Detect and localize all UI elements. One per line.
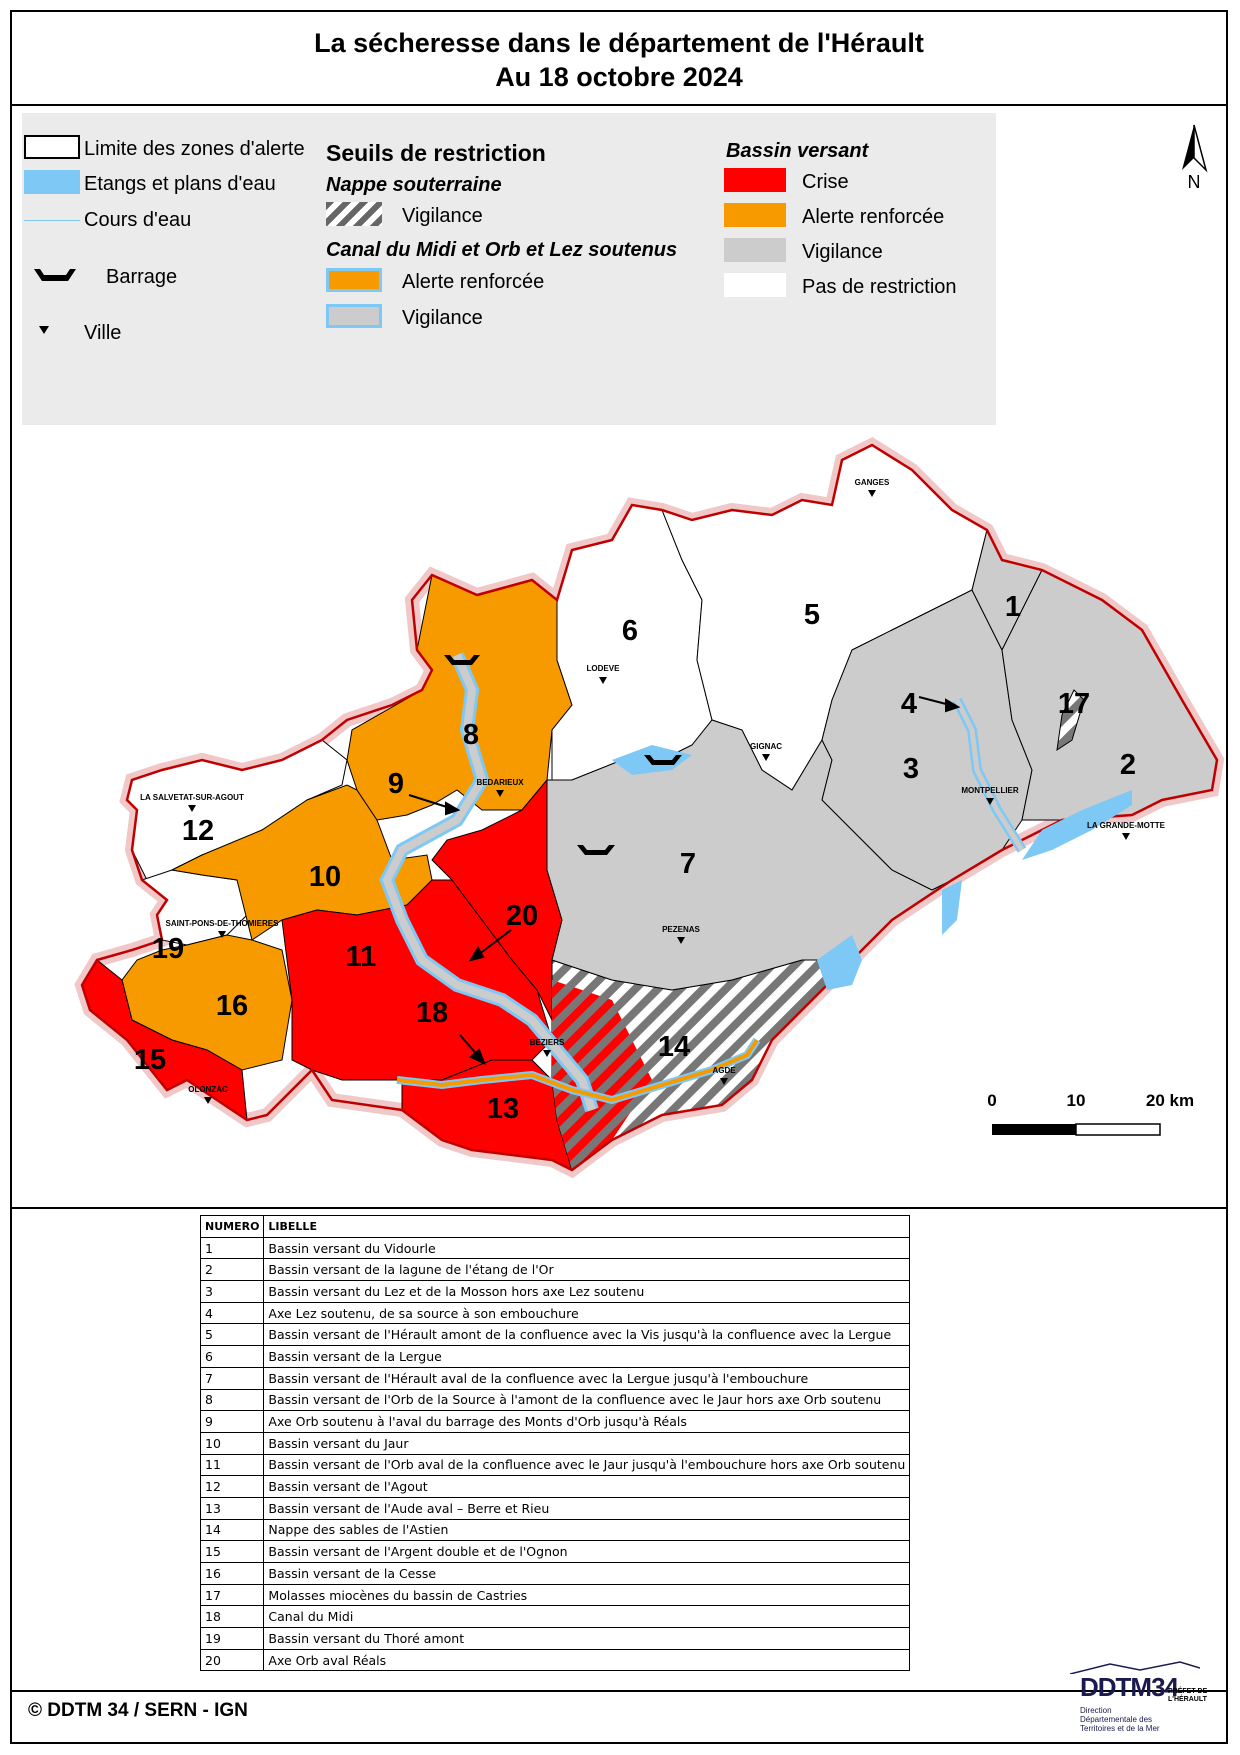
table-cell-numero: 5 bbox=[201, 1324, 264, 1346]
logo-subtitle: Direction Départementale des Territoires et de la Mer bbox=[1080, 1706, 1160, 1733]
table-row bbox=[201, 1584, 910, 1606]
table-cell-libelle: Nappe des sables de l'Astien bbox=[264, 1519, 910, 1541]
scale-tick-0: 0 bbox=[987, 1091, 997, 1110]
scale-tick-10: 10 bbox=[1066, 1091, 1086, 1110]
table-cell-numero: 3 bbox=[201, 1281, 264, 1303]
legend-water-body: Etangs et plans d'eau bbox=[84, 173, 276, 195]
table-cell-numero: 18 bbox=[201, 1606, 264, 1628]
table-cell-libelle: Bassin versant de l'Orb de la Source à l'amont de la confluence avec le Jaur hors axe Orb soutenu bbox=[264, 1389, 910, 1411]
table-cell-numero: 20 bbox=[201, 1649, 264, 1671]
zone-label-13: 13 bbox=[486, 1093, 520, 1125]
table-cell-numero: 14 bbox=[201, 1519, 264, 1541]
table-cell-numero: 9 bbox=[201, 1411, 264, 1433]
table-cell-libelle: Bassin versant de la Cesse bbox=[264, 1563, 910, 1585]
zone-8 bbox=[347, 575, 572, 820]
table-row bbox=[201, 1281, 910, 1303]
table-cell-libelle: Molasses miocènes du bassin de Castries bbox=[264, 1584, 910, 1606]
ddtm-logo bbox=[1070, 1660, 1208, 1740]
table-cell-libelle: Bassin versant du Lez et de la Mosson hors axe Lez soutenu bbox=[264, 1281, 910, 1303]
table-cell-libelle: Bassin versant de l'Argent double et de l'Ognon bbox=[264, 1541, 910, 1563]
zone-label-3: 3 bbox=[902, 753, 920, 785]
table-cell-numero: 11 bbox=[201, 1454, 264, 1476]
table-cell-libelle: Bassin versant de l'Orb aval de la confluence avec le Jaur jusqu'à l'embouchure hors axe Orb soutenu bbox=[264, 1454, 910, 1476]
legend-basin-title: Bassin versant bbox=[726, 140, 869, 162]
logo-name: DDTM34 bbox=[1080, 1672, 1179, 1702]
zone-label-15: 15 bbox=[133, 1044, 167, 1076]
table-row bbox=[201, 1346, 910, 1368]
table-cell-numero: 7 bbox=[201, 1367, 264, 1389]
legend-canal-alerte: Alerte renforcée bbox=[402, 271, 545, 293]
table-cell-numero: 16 bbox=[201, 1563, 264, 1585]
legend-alerte: Alerte renforcée bbox=[802, 206, 945, 228]
table-row bbox=[201, 1541, 910, 1563]
city-ganges: GANGES bbox=[854, 478, 890, 487]
table-row bbox=[201, 1237, 910, 1259]
table-row bbox=[201, 1367, 910, 1389]
table-cell-libelle: Bassin versant du Jaur bbox=[264, 1432, 910, 1454]
legend-groundwater-vigilance: Vigilance bbox=[402, 205, 483, 227]
title-block bbox=[12, 12, 1226, 106]
table-row bbox=[201, 1432, 910, 1454]
table-row bbox=[201, 1454, 910, 1476]
table-cell-libelle: Bassin versant du Thoré amont bbox=[264, 1628, 910, 1650]
table-header-numero: NUMERO bbox=[201, 1216, 264, 1238]
table-row bbox=[201, 1302, 910, 1324]
table-row bbox=[201, 1563, 910, 1585]
table-cell-numero: 15 bbox=[201, 1541, 264, 1563]
scale-bar bbox=[987, 1091, 1194, 1135]
table-cell-numero: 12 bbox=[201, 1476, 264, 1498]
table-cell-libelle: Bassin versant du Vidourle bbox=[264, 1237, 910, 1259]
table-cell-libelle: Bassin versant de l'Agout bbox=[264, 1476, 910, 1498]
table-cell-libelle: Bassin versant de l'Hérault amont de la confluence avec la Vis jusqu'à la confluence avec la Lergue bbox=[264, 1324, 910, 1346]
zone-label-18: 18 bbox=[415, 997, 449, 1029]
zone-label-20: 20 bbox=[505, 900, 539, 932]
zone-label-11: 11 bbox=[345, 941, 377, 973]
zone-label-4: 4 bbox=[900, 688, 918, 720]
table-cell-numero: 6 bbox=[201, 1346, 264, 1368]
city-bedarieux: BEDARIEUX bbox=[476, 778, 524, 787]
zone-label-19: 19 bbox=[151, 933, 185, 965]
table-row bbox=[201, 1324, 910, 1346]
table-row bbox=[201, 1649, 910, 1671]
zone-label-17: 17 bbox=[1057, 688, 1091, 720]
table-row bbox=[201, 1259, 910, 1281]
table-cell-numero: 17 bbox=[201, 1584, 264, 1606]
table-row bbox=[201, 1497, 910, 1519]
zone-label-10: 10 bbox=[308, 861, 342, 893]
legend-city: Ville bbox=[84, 322, 122, 344]
table-cell-numero: 19 bbox=[201, 1628, 264, 1650]
legend-crise: Crise bbox=[802, 171, 849, 193]
city-la-salvetat: LA SALVETAT-SUR-AGOUT bbox=[140, 793, 244, 802]
legend-thresholds-title: Seuils de restriction bbox=[326, 140, 546, 166]
city-marker bbox=[543, 1050, 551, 1057]
city-lodeve: LODEVE bbox=[586, 664, 620, 673]
table-cell-numero: 13 bbox=[201, 1497, 264, 1519]
table-cell-libelle: Canal du Midi bbox=[264, 1606, 910, 1628]
north-arrow-icon bbox=[1182, 125, 1206, 192]
zone-label-14: 14 bbox=[657, 1031, 691, 1063]
city-gignac: GIGNAC bbox=[750, 742, 782, 751]
map-title bbox=[12, 26, 1226, 94]
city-montpellier: MONTPELLIER bbox=[961, 786, 1019, 795]
table-row bbox=[201, 1519, 910, 1541]
zone-label-12: 12 bbox=[181, 815, 215, 847]
table-row bbox=[201, 1476, 910, 1498]
table-cell-libelle: Bassin versant de la lagune de l'étang de l'Or bbox=[264, 1259, 910, 1281]
table-cell-libelle: Bassin versant de l'Hérault aval de la confluence avec la Lergue jusqu'à l'embouchure bbox=[264, 1367, 910, 1389]
separator-footer bbox=[12, 1690, 1226, 1692]
legend-zone-boundary: Limite des zones d'alerte bbox=[84, 138, 305, 160]
table-row bbox=[201, 1628, 910, 1650]
table-cell-numero: 8 bbox=[201, 1389, 264, 1411]
north-label: N bbox=[1187, 172, 1201, 192]
zone-label-8: 8 bbox=[462, 719, 480, 751]
table-cell-libelle: Bassin versant de l'Aude aval – Berre et Rieu bbox=[264, 1497, 910, 1519]
table-cell-libelle: Axe Lez soutenu, de sa source à son embouchure bbox=[264, 1302, 910, 1324]
zone-label-7: 7 bbox=[679, 848, 697, 880]
legend-vigilance: Vigilance bbox=[802, 241, 883, 263]
title-line-1: La sécheresse dans le département de l'Hérault bbox=[314, 28, 924, 58]
separator-table bbox=[12, 1207, 1226, 1209]
legend-groundwater-title: Nappe souterraine bbox=[326, 174, 502, 196]
city-la-grande-motte: LA GRANDE-MOTTE bbox=[1087, 821, 1165, 830]
table-cell-numero: 1 bbox=[201, 1237, 264, 1259]
legend-river: Cours d'eau bbox=[84, 209, 192, 231]
copyright: © DDTM 34 / SERN - IGN bbox=[28, 1700, 248, 1721]
city-marker bbox=[1122, 833, 1130, 840]
zone-label-1: 1 bbox=[1004, 591, 1022, 623]
zone-label-16: 16 bbox=[215, 990, 249, 1022]
city-saint-pons: SAINT-PONS-DE-THOMIERES bbox=[165, 919, 279, 928]
legend-canal-vigilance: Vigilance bbox=[402, 307, 483, 329]
drought-map bbox=[12, 106, 1226, 1206]
table-row bbox=[201, 1606, 910, 1628]
zone-label-6: 6 bbox=[621, 615, 639, 647]
table-row bbox=[201, 1389, 910, 1411]
logo-prefet: PRÉFET DE L'HÉRAULT bbox=[1168, 1688, 1208, 1703]
table-cell-numero: 2 bbox=[201, 1259, 264, 1281]
zone-table bbox=[200, 1215, 910, 1671]
city-pezenas: PEZENAS bbox=[662, 925, 700, 934]
city-agde: AGDE bbox=[712, 1066, 736, 1075]
legend-no-restriction: Pas de restriction bbox=[802, 276, 957, 298]
zone-label-2: 2 bbox=[1119, 749, 1137, 781]
legend-canal-title: Canal du Midi et Orb et Lez soutenus bbox=[326, 239, 678, 261]
table-row bbox=[201, 1411, 910, 1433]
legend-dam: Barrage bbox=[106, 266, 178, 288]
city-olonzac: OLONZAC bbox=[188, 1085, 228, 1094]
table-cell-numero: 10 bbox=[201, 1432, 264, 1454]
zone-label-5: 5 bbox=[803, 599, 821, 631]
table-header-libelle: LIBELLE bbox=[264, 1216, 910, 1238]
city-beziers: BEZIERS bbox=[529, 1038, 565, 1047]
table-cell-libelle: Axe Orb soutenu à l'aval du barrage des Monts d'Orb jusqu'à Réals bbox=[264, 1411, 910, 1433]
title-line-2: Au 18 octobre 2024 bbox=[495, 62, 743, 92]
table-cell-numero: 4 bbox=[201, 1302, 264, 1324]
table-cell-libelle: Bassin versant de la Lergue bbox=[264, 1346, 910, 1368]
scale-tick-20: 20 km bbox=[1145, 1091, 1195, 1110]
zone-label-9: 9 bbox=[387, 768, 405, 800]
table-cell-libelle: Axe Orb aval Réals bbox=[264, 1649, 910, 1671]
